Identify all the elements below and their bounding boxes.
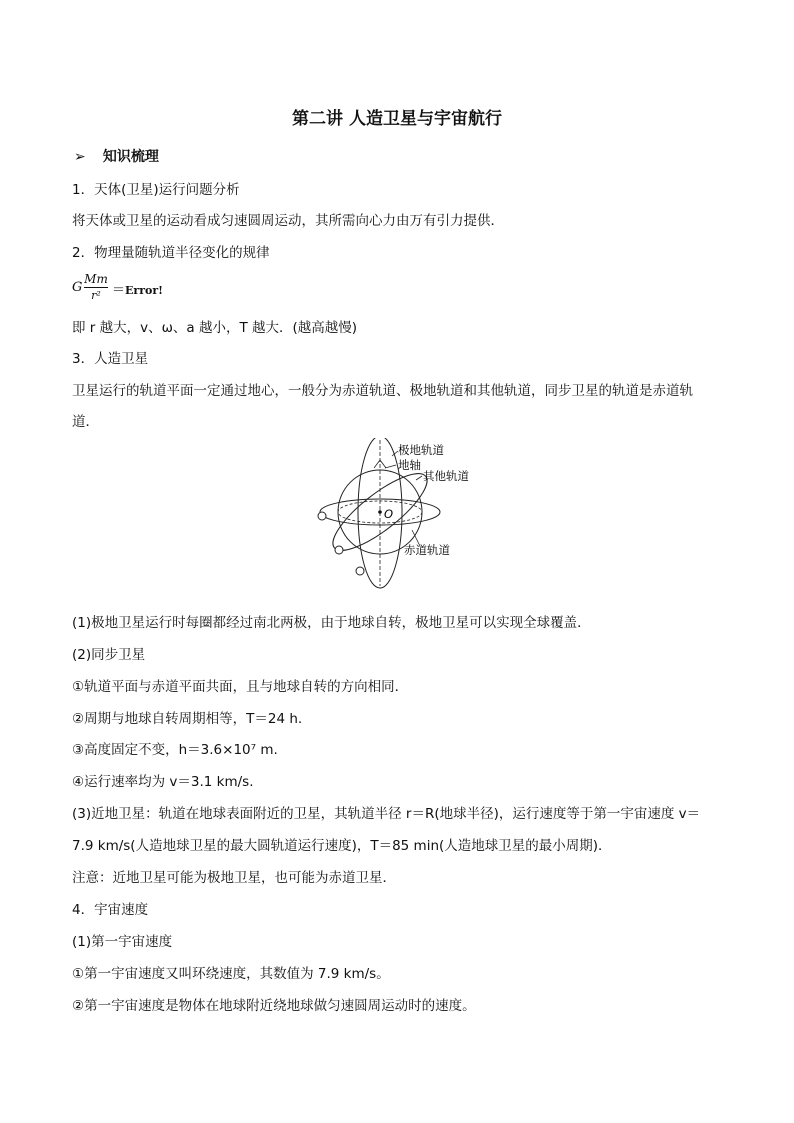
label-equatorial-orbit: 赤道轨道 [404,543,450,557]
arrow-bullet-icon: ➢ [74,149,86,165]
subsection-3-line-2: 7.9 km/s(人造地球卫星的最大圆轨道运行速度)，T＝85 min(人造地球卫星的最小周期)． [72,838,612,854]
subsection-1: (1)极地卫星运行时每圈都经过南北两极，由于地球自转，极地卫星可以实现全球覆盖． [72,615,591,631]
satellite-other [335,546,343,554]
heading-1: 1．天体(卫星)运行问题分析 [72,182,240,198]
paragraph-3-line-1: 卫星运行的轨道平面一定通过地心，一般分为赤道轨道、极地轨道和其他轨道，同步卫星的轨道是赤道轨 [72,383,693,399]
orbit-diagram-svg [312,438,492,608]
heading-4: 4．宇宙速度 [72,902,149,918]
leader-other [416,476,422,480]
subsection-4: (1)第一宇宙速度 [72,934,173,950]
page-title: 第二讲 人造卫星与宇宙航行 [292,109,502,129]
orbit-diagram [312,438,492,608]
formula-equals: ＝ [112,283,126,298]
subsection-4-a: ①第一宇宙速度又叫环绕速度，其数值为 7.9 km/s。 [72,966,390,982]
heading-2: 2．物理量随轨道半径变化的规律 [72,245,270,261]
center-point [378,510,382,514]
subsection-2-a: ①轨道平面与赤道平面共面，且与地球自转的方向相同． [72,679,409,695]
fraction-bar [84,287,108,288]
subsection-2: (2)同步卫星 [72,647,146,663]
section-heading-label: 知识梳理 [102,149,159,165]
heading-3: 3．人造卫星 [72,351,149,367]
section-heading [74,146,159,166]
formula-g: G [72,280,83,295]
formula-denominator: r² [91,289,101,302]
formula-fraction [82,272,110,302]
satellite-polar [356,567,364,575]
subsection-4-b: ②第一宇宙速度是物体在地球附近绕地球做匀速圆周运动时的速度。 [72,998,476,1014]
subsection-2-b: ②周期与地球自转周期相等，T＝24 h. [72,711,303,727]
note: 注意：近地卫星可能为极地卫星，也可能为赤道卫星． [72,870,396,886]
label-center: O [384,507,394,521]
subsection-2-d: ④运行速率均为 v＝3.1 km/s. [72,774,254,790]
formula-error: Error! [125,284,163,297]
formula-result [112,279,163,298]
satellite-equatorial [318,512,326,520]
paragraph-1: 将天体或卫星的运动看成匀速圆周运动，其所需向心力由万有引力提供． [72,213,504,229]
leader-axis [385,465,396,468]
paragraph-3-line-2: 道． [72,414,99,430]
label-polar-orbit: 极地轨道 [398,443,444,457]
paragraph-2: 即 r 越大，v、ω、a 越小，T 越大．(越高越慢) [72,320,358,336]
label-earth-axis: 地轴 [398,458,421,472]
label-other-orbit: 其他轨道 [423,469,469,483]
formula-numerator: Mm [84,272,108,286]
subsection-2-c: ③高度固定不变，h＝3.6×10⁷ m. [72,742,278,758]
subsection-3-line-1: (3)近地卫星：轨道在地球表面附近的卫星，其轨道半径 r＝R(地球半径)，运行速度等于第一宇宙速度 v＝ [72,806,701,822]
